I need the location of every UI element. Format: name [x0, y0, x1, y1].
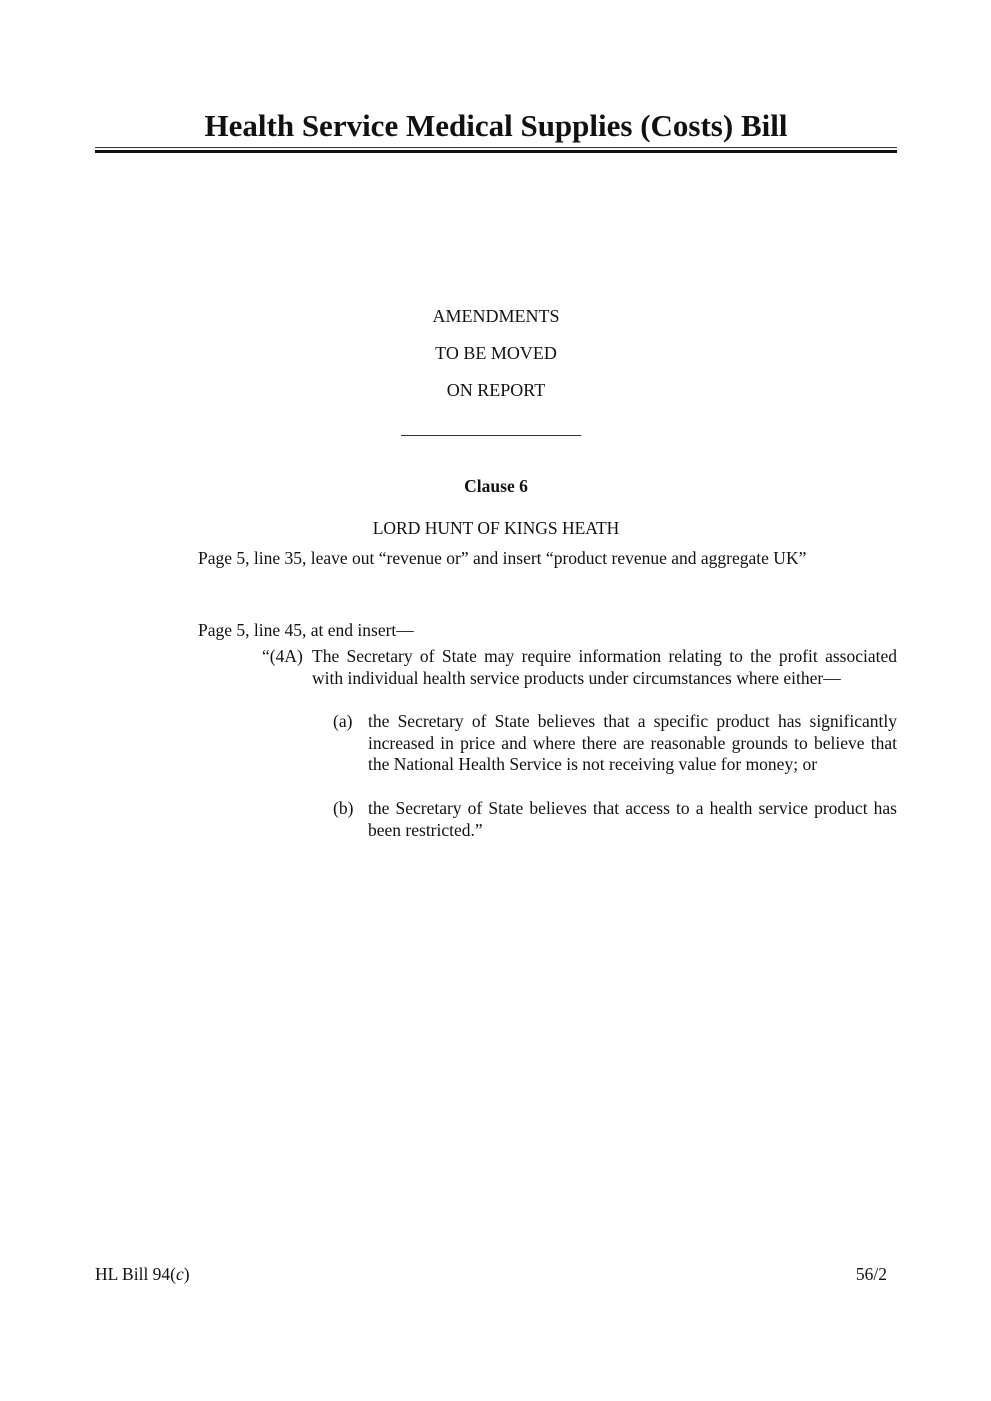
paragraph-a-text: the Secretary of State believes that a specific product has significantly increased in price and where there are reasonable grounds to believe that the National Health Service is not receiving value for money; or: [368, 711, 897, 775]
paragraph-b-label: (b): [333, 798, 354, 818]
bill-ref-suffix: ): [183, 1264, 190, 1284]
cover-line-on-report: ON REPORT: [446, 380, 546, 400]
cover-line-to-be-moved: TO BE MOVED: [435, 343, 557, 363]
amendment-1: Page 5, line 35, leave out “revenue or” and insert “product revenue and aggregate UK”: [198, 548, 807, 568]
divider: [401, 435, 581, 436]
subsection-label: “(4A): [262, 646, 303, 666]
title-rule-thick: [95, 150, 897, 153]
amendment-2: Page 5, line 45, at end insert—: [198, 620, 414, 640]
bill-reference: [95, 1264, 190, 1285]
paragraph-a-label: (a): [333, 711, 353, 731]
bill-ref-prefix: HL Bill 94(: [95, 1264, 177, 1284]
title-rule-thin: [95, 147, 897, 148]
subsection-text: The Secretary of State may require information relating to the profit associated with individual health service products under circumstances where either—: [312, 646, 897, 688]
amendment-mover: LORD HUNT OF KINGS HEATH: [372, 518, 620, 538]
amendment-sheet-number: 56/2: [855, 1264, 887, 1284]
clause-heading: Clause 6: [464, 476, 528, 496]
bill-ref-italic: c: [176, 1264, 184, 1284]
bill-title: Health Service Medical Supplies (Costs) Bill: [204, 108, 788, 143]
paragraph-b-text: the Secretary of State believes that access to a health service product has been restricted.”: [368, 798, 897, 840]
cover-line-amendments: AMENDMENTS: [432, 306, 560, 326]
